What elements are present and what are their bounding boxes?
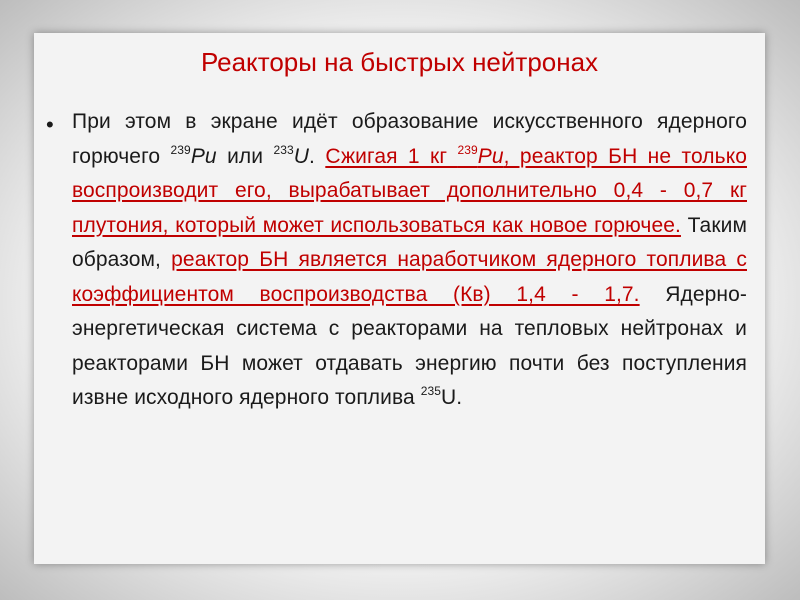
superscript: 239	[457, 142, 478, 157]
bullet-text	[72, 105, 747, 416]
slide	[34, 33, 765, 564]
element-symbol: U	[441, 386, 457, 409]
highlighted-text: реактор БН является наработчиком ядерного топлива с коэффициентом воспроизводства (Кв) 1,4 - 1,7.	[72, 248, 747, 306]
element-symbol: U	[293, 144, 310, 168]
element-symbol: Pu	[477, 144, 504, 168]
superscript: 233	[273, 142, 294, 157]
text-run: .	[309, 144, 326, 168]
superscript: 235	[420, 384, 442, 398]
superscript: 239	[170, 142, 191, 157]
text-run: , реактор БН не только воспроизводит его, вырабатывает дополнительно 0,4 - 0,7 кг плутония, который может использоваться как новое горючее.	[72, 144, 747, 237]
text-run: .	[456, 386, 463, 409]
text-run: Таким образом,	[72, 213, 747, 271]
text-run: При этом в экране идёт образование искусственного ядерного горючего	[72, 110, 747, 168]
text-run: Ядерно-энергетическая система с реакторами на тепловых нейтронах и реакторами БН может отдавать энергию почти без поступления извне исходного ядерного топлива	[72, 282, 747, 409]
bullet-marker: •	[46, 112, 54, 137]
slide-title: Реакторы на быстрых нейтронах	[200, 47, 599, 77]
highlighted-text	[72, 142, 747, 237]
element-symbol: Pu	[190, 144, 217, 168]
text-run: Сжигая 1 кг	[325, 144, 458, 168]
text-run: или	[216, 144, 274, 168]
